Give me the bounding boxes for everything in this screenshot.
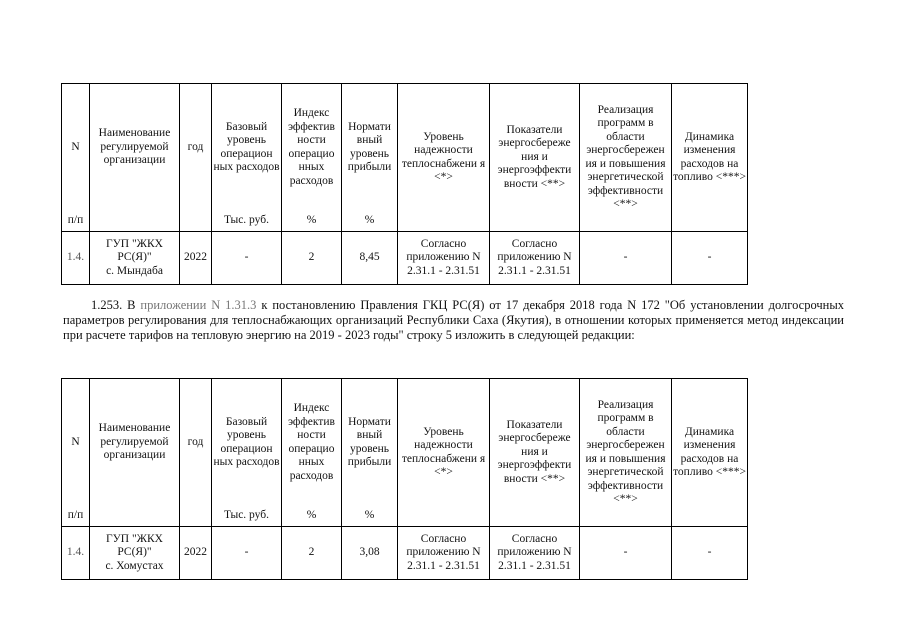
header-reliability: Уровень надежности теплоснабжени я <*>: [398, 379, 490, 527]
header-index: Индекс эффектив ности операцио нных расходов: [282, 84, 342, 212]
row-base: -: [212, 232, 282, 285]
table-row: [62, 232, 748, 285]
header-programs: Реализация программ в области энергосбережен ия и повышения энергетической эффективности <**>: [580, 84, 672, 232]
amendment-paragraph: [63, 298, 844, 343]
org-line: ГУП "ЖКХ: [106, 237, 163, 250]
row-index: 2: [282, 232, 342, 285]
org-line: РС(Я)": [117, 546, 152, 559]
header-base: Базовый уровень операцион ных расходов: [212, 379, 282, 507]
unit-year-empty: [180, 506, 212, 527]
header-base: Базовый уровень операцион ных расходов: [212, 84, 282, 212]
unit-base: Тыс. руб.: [212, 211, 282, 232]
unit-base: Тыс. руб.: [212, 506, 282, 527]
table-row: [62, 527, 748, 580]
header-pp: п/п: [62, 506, 90, 527]
tariff-table-1: [61, 83, 748, 285]
unit-index: %: [282, 211, 342, 232]
row-reliability: Согласно приложению N 2.31.1 - 2.31.51: [398, 527, 490, 580]
header-row: [62, 379, 748, 507]
header-programs: Реализация программ в области энергосбережен ия и повышения энергетической эффективности <**>: [580, 379, 672, 527]
unit-profit: %: [342, 211, 398, 232]
tariff-table-2: [61, 378, 748, 580]
header-row: [62, 84, 748, 212]
header-pp: п/п: [62, 211, 90, 232]
row-profit: 8,45: [342, 232, 398, 285]
row-index: 2: [282, 527, 342, 580]
row-organization: [90, 527, 180, 580]
header-fuel: Динамика изменения расходов на топливо <***>: [672, 379, 748, 527]
header-name: Наименование регулируемой организации: [90, 379, 180, 507]
header-name: Наименование регулируемой организации: [90, 84, 180, 212]
header-n: N: [62, 379, 90, 507]
paragraph-text: к постановлению Правления ГКЦ РС(Я) от 17 декабря 2018 года N 172 "Об установлении долгосрочных параметров регулирования для теплоснабжающих организаций Республики Саха (Якутия), в отношении которых применяется метод индексации при расчете тарифов на тепловую энергию на 2019 - 2023 годы" строку 5 изложить в следующей редакции:: [63, 298, 845, 342]
row-programs: -: [580, 232, 672, 285]
org-line: РС(Я)": [117, 251, 152, 264]
header-n: N: [62, 84, 90, 212]
org-line: с. Мындаба: [106, 264, 163, 277]
row-fuel: -: [672, 232, 748, 285]
org-line: ГУП "ЖКХ: [106, 532, 163, 545]
row-fuel: -: [672, 527, 748, 580]
row-number: 1.4.: [62, 527, 90, 580]
row-year: 2022: [180, 527, 212, 580]
header-energy: Показатели энергосбереже ния и энергоэффекти вности <**>: [490, 379, 580, 527]
header-year: год: [180, 379, 212, 507]
org-line: с. Хомустах: [105, 559, 164, 572]
header-year: год: [180, 84, 212, 212]
header-energy: Показатели энергосбереже ния и энергоэффекти вности <**>: [490, 84, 580, 232]
appendix-link[interactable]: приложении N 1.31.3: [140, 298, 257, 312]
unit-year-empty: [180, 211, 212, 232]
row-energy: Согласно приложению N 2.31.1 - 2.31.51: [490, 527, 580, 580]
header-profit: Нормати вный уровень прибыли: [342, 84, 398, 212]
unit-name-empty: [90, 506, 180, 527]
header-reliability: Уровень надежности теплоснабжени я <*>: [398, 84, 490, 232]
row-year: 2022: [180, 232, 212, 285]
row-programs: -: [580, 527, 672, 580]
row-energy: Согласно приложению N 2.31.1 - 2.31.51: [490, 232, 580, 285]
unit-index: %: [282, 506, 342, 527]
header-fuel: Динамика изменения расходов на топливо <***>: [672, 84, 748, 232]
header-profit: Нормати вный уровень прибыли: [342, 379, 398, 507]
row-reliability: Согласно приложению N 2.31.1 - 2.31.51: [398, 232, 490, 285]
unit-profit: %: [342, 506, 398, 527]
paragraph-lead: 1.253. В: [91, 298, 141, 312]
row-number: 1.4.: [62, 232, 90, 285]
row-profit: 3,08: [342, 527, 398, 580]
unit-name-empty: [90, 211, 180, 232]
header-index: Индекс эффектив ности операцио нных расходов: [282, 379, 342, 507]
row-organization: [90, 232, 180, 285]
row-base: -: [212, 527, 282, 580]
